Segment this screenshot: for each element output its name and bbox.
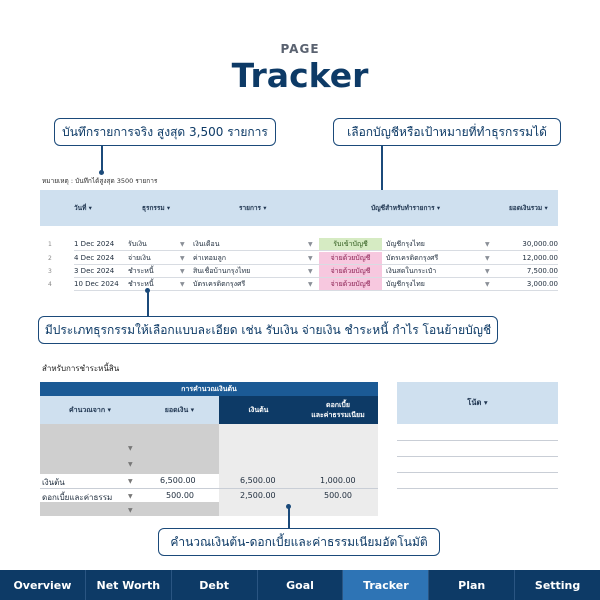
calc-interest-value: 1,000.00 bbox=[320, 476, 356, 485]
calc-from-value[interactable]: ดอกเบี้ยและค่าธรรม bbox=[42, 493, 113, 502]
chevron-down-icon[interactable]: ▼ bbox=[128, 478, 133, 485]
chevron-down-icon[interactable]: ▼ bbox=[308, 268, 313, 275]
calc-principal-header-label: เงินต้น bbox=[248, 406, 269, 414]
calc-principal-header bbox=[219, 396, 298, 424]
calc-row-divider bbox=[40, 488, 378, 489]
nav-plan[interactable]: Plan bbox=[429, 570, 515, 600]
connector-dot-record bbox=[99, 170, 104, 175]
chevron-down-icon[interactable]: ▼ bbox=[128, 445, 133, 452]
row-account-tag: จ่ายด้วยบัญชี bbox=[319, 265, 382, 278]
calc-from-value[interactable]: เงินต้น bbox=[42, 478, 65, 487]
record-limit-note: หมายเหตุ : บันทึกได้สูงสุด 3500 รายการ bbox=[42, 177, 158, 185]
chevron-down-icon[interactable]: ▼ bbox=[485, 268, 490, 275]
row-amount: 12,000.00 bbox=[522, 254, 558, 262]
transactions-header bbox=[40, 190, 558, 226]
bottom-nav bbox=[0, 570, 600, 600]
row-account[interactable]: บัญชีกรุงไทย bbox=[386, 280, 425, 288]
calc-amount-header-label: ยอดเงิน ▾ bbox=[164, 406, 195, 414]
chevron-down-icon[interactable]: ▼ bbox=[485, 281, 490, 288]
row-amount: 30,000.00 bbox=[522, 240, 558, 248]
header-item[interactable]: รายการ ▾ bbox=[239, 204, 267, 212]
row-number: 3 bbox=[48, 268, 52, 275]
notes-header-label: โน้ต ▾ bbox=[467, 398, 488, 407]
page-kicker: PAGE bbox=[280, 42, 320, 56]
calc-from-header-label: คำนวณจาก ▾ bbox=[68, 406, 112, 414]
calc-result-area bbox=[219, 424, 378, 516]
chevron-down-icon[interactable]: ▼ bbox=[180, 268, 185, 275]
header-account[interactable]: บัญชีสำหรับทำรายการ ▾ bbox=[371, 204, 441, 212]
row-divider bbox=[74, 250, 558, 251]
calc-principal-value: 6,500.00 bbox=[240, 476, 276, 485]
chevron-down-icon[interactable]: ▼ bbox=[485, 241, 490, 248]
nav-tracker[interactable]: Tracker bbox=[343, 570, 429, 600]
page-title: Tracker bbox=[231, 56, 369, 95]
callout-select-account bbox=[333, 118, 561, 146]
callout-record-limit bbox=[54, 118, 276, 146]
row-type[interactable]: ชำระหนี้ bbox=[128, 267, 154, 275]
table-row bbox=[40, 238, 558, 251]
row-type[interactable]: จ่ายเงิน bbox=[128, 254, 151, 262]
header-date[interactable]: วันที่ ▾ bbox=[74, 204, 92, 212]
notes-header[interactable] bbox=[397, 382, 558, 424]
notes-line bbox=[397, 456, 558, 457]
row-account[interactable]: บัญชีกรุงไทย bbox=[386, 240, 425, 248]
row-type[interactable]: รับเงิน bbox=[128, 240, 147, 248]
table-row bbox=[40, 265, 558, 278]
notes-line bbox=[397, 472, 558, 473]
connector-record bbox=[101, 146, 103, 172]
calc-interest-value: 500.00 bbox=[324, 491, 352, 500]
calc-interest-header bbox=[298, 396, 378, 424]
callout-transaction-types-text: มีประเภทธุรกรรมให้เลือกแบบละเอียด เช่น รับเงิน จ่ายเงิน ชำระหนี้ กำไร โอนย้ายบัญชี bbox=[44, 322, 492, 337]
row-account-tag: รับเข้าบัญชี bbox=[319, 238, 382, 251]
callout-select-account-text: เลือกบัญชีหรือเป้าหมายที่ทำธุรกรรมได้ bbox=[347, 124, 547, 139]
notes-line bbox=[397, 440, 558, 441]
table-row bbox=[40, 252, 558, 265]
calc-amount-value[interactable]: 6,500.00 bbox=[160, 476, 196, 485]
row-date[interactable]: 1 Dec 2024 bbox=[74, 240, 115, 248]
calc-interest-header-line2: และค่าธรรมเนียม bbox=[311, 411, 365, 419]
chevron-down-icon[interactable]: ▼ bbox=[308, 281, 313, 288]
chevron-down-icon[interactable]: ▼ bbox=[128, 493, 133, 500]
connector-dot-auto-calc bbox=[286, 504, 291, 509]
nav-overview[interactable]: Overview bbox=[0, 570, 86, 600]
calc-principal-value: 2,500.00 bbox=[240, 491, 276, 500]
callout-record-limit-text: บันทึกรายการจริง สูงสุด 3,500 รายการ bbox=[62, 124, 268, 139]
nav-goal[interactable]: Goal bbox=[258, 570, 344, 600]
row-date[interactable]: 10 Dec 2024 bbox=[74, 280, 119, 288]
row-account[interactable]: เงินสดในกระเป๋า bbox=[386, 267, 437, 275]
row-amount: 7,500.00 bbox=[526, 267, 558, 275]
nav-net-worth[interactable]: Net Worth bbox=[86, 570, 172, 600]
notes-line bbox=[397, 488, 558, 489]
debt-section-label: สำหรับการชำระหนี้สิน bbox=[42, 364, 120, 373]
row-item[interactable]: เงินเดือน bbox=[193, 240, 220, 248]
row-account[interactable]: บัตรเครดิตกรุงศรี bbox=[386, 254, 439, 262]
calc-from-header[interactable] bbox=[40, 396, 140, 424]
calc-amount-value[interactable]: 500.00 bbox=[166, 491, 194, 500]
row-account-tag: จ่ายด้วยบัญชี bbox=[319, 252, 382, 265]
row-number: 2 bbox=[48, 255, 52, 262]
row-date[interactable]: 3 Dec 2024 bbox=[74, 267, 115, 275]
callout-auto-calc-text: คำนวณเงินต้น-ดอกเบี้ยและค่าธรรมเนียมอัตโนมัติ bbox=[170, 534, 428, 549]
table-row bbox=[40, 278, 558, 291]
chevron-down-icon[interactable]: ▼ bbox=[128, 507, 133, 514]
chevron-down-icon[interactable]: ▼ bbox=[485, 255, 490, 262]
chevron-down-icon[interactable]: ▼ bbox=[180, 281, 185, 288]
connector-dot-types bbox=[145, 288, 150, 293]
header-type[interactable]: ธุรกรรม ▾ bbox=[142, 204, 171, 212]
connector-types bbox=[147, 290, 149, 316]
header-amount[interactable]: ยอดเงินรวม ▾ bbox=[509, 204, 548, 212]
callout-auto-calc bbox=[158, 528, 440, 556]
row-item[interactable]: ค่าเทอมลูก bbox=[193, 254, 226, 262]
row-item[interactable]: บัตรเครดิตกรุงศรี bbox=[193, 280, 246, 288]
row-account-tag: จ่ายด้วยบัญชี bbox=[319, 278, 382, 291]
calc-interest-header-line1: ดอกเบี้ย bbox=[326, 401, 350, 409]
connector-auto-calc bbox=[288, 506, 290, 528]
row-date[interactable]: 4 Dec 2024 bbox=[74, 254, 115, 262]
row-amount: 3,000.00 bbox=[526, 280, 558, 288]
chevron-down-icon[interactable]: ▼ bbox=[308, 255, 313, 262]
callout-transaction-types bbox=[38, 316, 498, 344]
chevron-down-icon[interactable]: ▼ bbox=[308, 241, 313, 248]
chevron-down-icon[interactable]: ▼ bbox=[180, 255, 185, 262]
row-number: 4 bbox=[48, 281, 52, 288]
principal-calc-title: การคำนวณเงินต้น bbox=[40, 382, 378, 396]
nav-debt[interactable]: Debt bbox=[172, 570, 258, 600]
row-number: 1 bbox=[48, 241, 52, 248]
chevron-down-icon[interactable]: ▼ bbox=[128, 461, 133, 468]
chevron-down-icon[interactable]: ▼ bbox=[180, 241, 185, 248]
calc-amount-header[interactable] bbox=[140, 396, 219, 424]
nav-setting[interactable]: Setting bbox=[534, 578, 581, 592]
row-type[interactable]: ชำระหนี้ bbox=[128, 280, 154, 288]
row-item[interactable]: สินเชื่อบ้านกรุงไทย bbox=[193, 267, 251, 275]
